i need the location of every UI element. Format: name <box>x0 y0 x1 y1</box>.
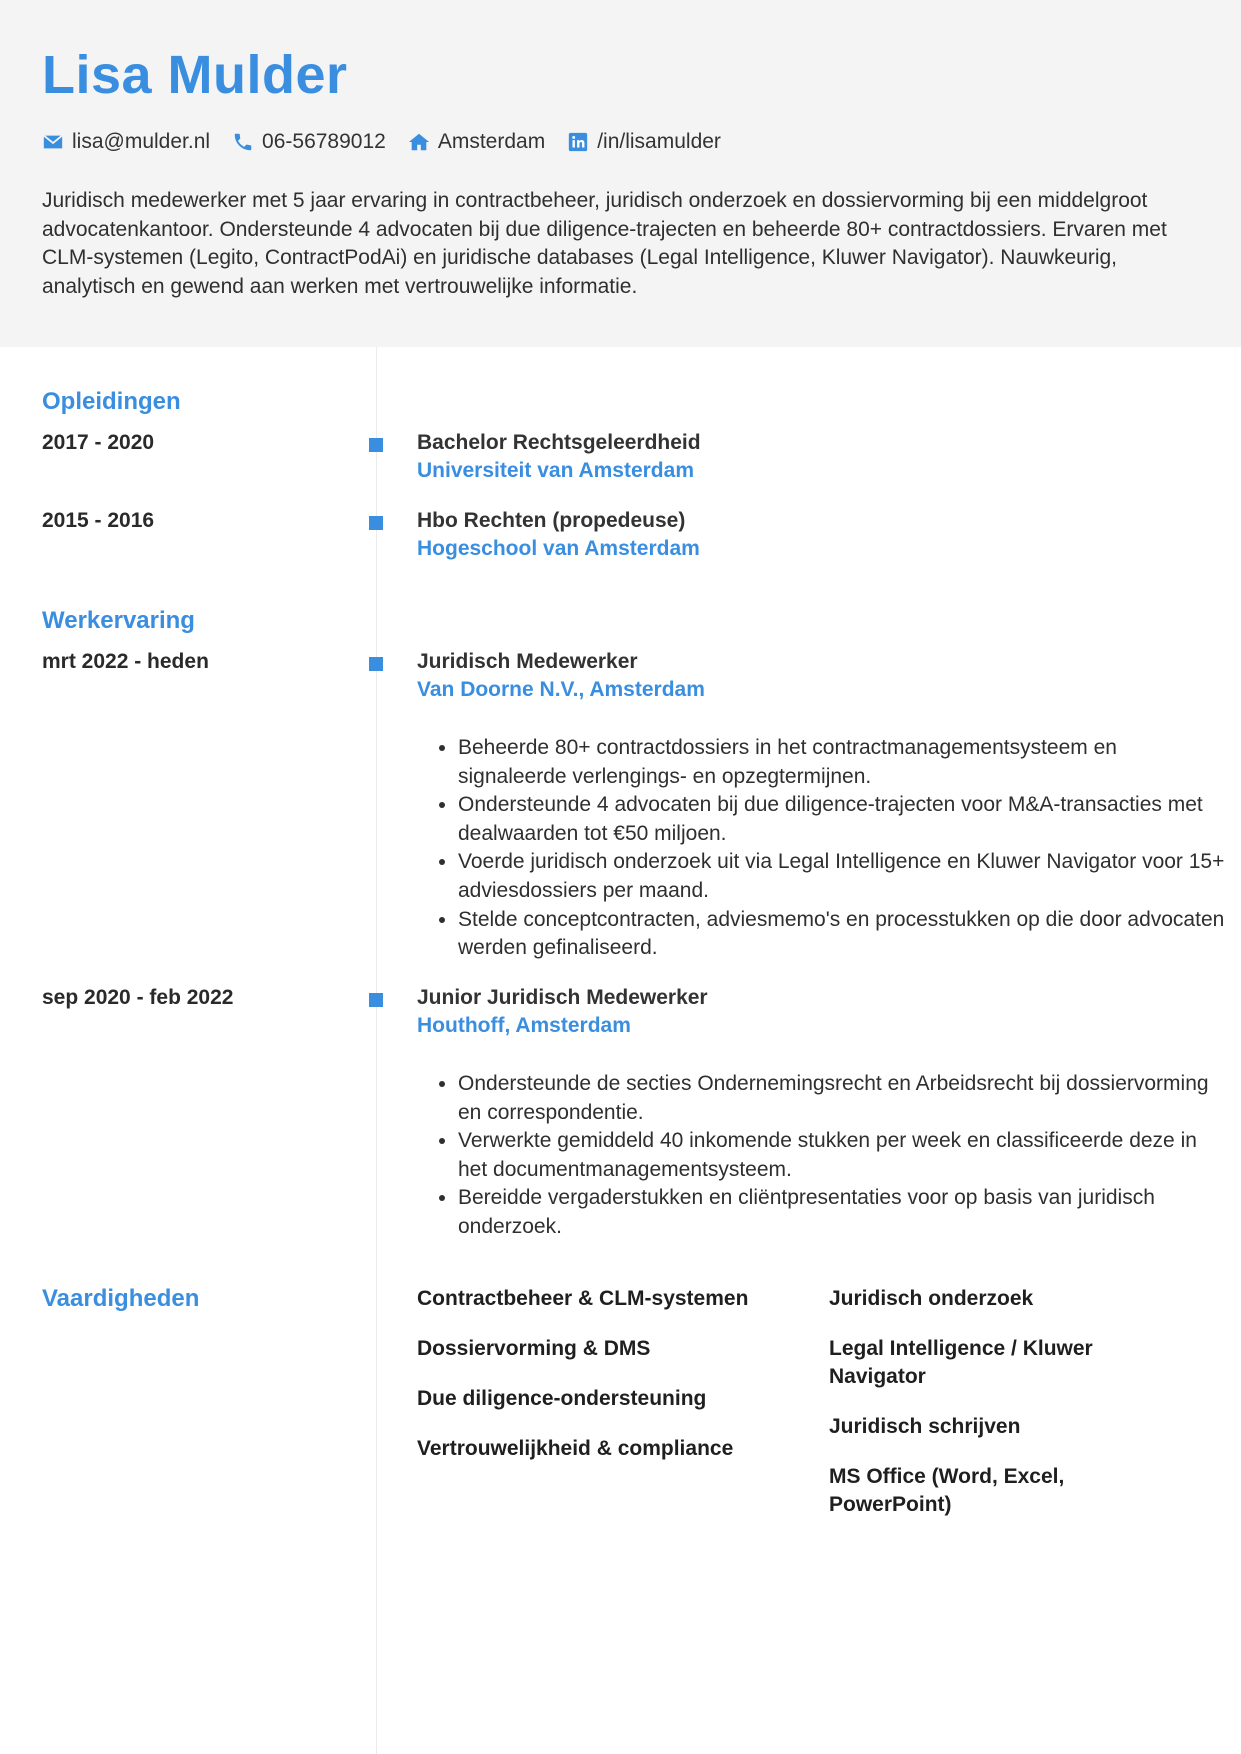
skills-column-right <box>829 1285 1149 1541</box>
candidate-name: Lisa Mulder <box>42 45 348 105</box>
skill-item: Due diligence-ondersteuning <box>417 1387 707 1410</box>
city-text: Amsterdam <box>437 130 546 153</box>
list-item: • Beheerde 80+ contractdossiers in het contractmanagementsysteem en signaleerde verlengings- en opzegtermijnen. <box>458 734 1228 791</box>
phone-icon <box>232 131 254 153</box>
profile-summary: Juridisch medewerker met 5 jaar ervaring in contractbeheer, juridisch onderzoek en dossiervorming bij een middelgroot advocatenkantoor. Ondersteunde 4 advocaten bij due diligence-trajecten en beheerde 80+ contractdossiers. Ervaren met CLM-systemen (Legito, ContractPodAi) en juridische databases (Legal Intelligence, Kluwer Navigator). Nauwkeurig, analytisch en gewend aan werken met vertrouwelijke informatie. <box>42 189 1167 298</box>
experience-bullets <box>417 1070 1228 1242</box>
contact-bar <box>42 126 743 158</box>
list-item: • Bereidde vergaderstukken en cliëntpresentaties voor op basis van juridisch onderzoek. <box>458 1184 1228 1241</box>
timeline-marker <box>369 657 383 671</box>
experience-company: Van Doorne N.V., Amsterdam <box>417 678 705 701</box>
education-period: 2015 - 2016 <box>42 509 155 532</box>
education-degree: Bachelor Rechtsgeleerdheid <box>417 431 701 454</box>
header <box>0 0 1241 347</box>
contact-city <box>408 130 545 154</box>
skill-item: Contractbeheer & CLM-systemen <box>417 1287 749 1310</box>
list-item: • Ondersteunde 4 advocaten bij due diligence-trajecten voor M&A-transacties met dealwaarden tot €50 miljoen. <box>458 791 1228 848</box>
experience-role: Juridisch Medewerker <box>417 650 638 673</box>
list-item: • Ondersteunde de secties Ondernemingsrecht en Arbeidsrecht bij dossiervorming en correspondentie. <box>458 1070 1228 1127</box>
email-text: lisa@mulder.nl <box>72 130 211 153</box>
timeline-marker <box>369 516 383 530</box>
skill-item: Legal Intelligence / Kluwer Navigator <box>829 1337 1093 1388</box>
skill-item: MS Office (Word, Excel, PowerPoint) <box>829 1465 1065 1516</box>
linkedin-text: /in/lisamulder <box>597 130 721 153</box>
section-title-experience: Werkervaring <box>42 607 195 634</box>
education-degree: Hbo Rechten (propedeuse) <box>417 509 686 532</box>
linkedin-icon <box>567 131 589 153</box>
contact-phone[interactable] <box>232 130 386 154</box>
education-school: Hogeschool van Amsterdam <box>417 537 700 560</box>
skills-column-left <box>417 1285 807 1485</box>
section-title-education: Opleidingen <box>42 388 181 415</box>
timeline-marker <box>369 993 383 1007</box>
experience-period: sep 2020 - feb 2022 <box>42 986 234 1009</box>
list-item: • Stelde conceptcontracten, adviesmemo's en processtukken op die door advocaten werden gefinaliseerd. <box>458 906 1228 963</box>
experience-bullets <box>417 734 1228 963</box>
timeline-marker <box>369 438 383 452</box>
experience-company: Houthoff, Amsterdam <box>417 1014 631 1037</box>
contact-linkedin[interactable] <box>567 130 721 154</box>
skill-item: Juridisch onderzoek <box>829 1287 1034 1310</box>
contact-email[interactable] <box>42 130 210 154</box>
education-school: Universiteit van Amsterdam <box>417 459 694 482</box>
column-divider <box>376 347 377 1754</box>
list-item: • Verwerkte gemiddeld 40 inkomende stukken per week en classificeerde deze in het documentmanagementsysteem. <box>458 1127 1228 1184</box>
section-title-skills: Vaardigheden <box>42 1285 200 1312</box>
experience-role: Junior Juridisch Medewerker <box>417 986 708 1009</box>
phone-text: 06-56789012 <box>262 130 386 153</box>
education-period: 2017 - 2020 <box>42 431 155 454</box>
home-icon <box>408 131 430 153</box>
envelope-icon <box>42 131 64 153</box>
skill-item: Juridisch schrijven <box>829 1415 1021 1438</box>
list-item: • Voerde juridisch onderzoek uit via Legal Intelligence en Kluwer Navigator voor 15+ adviesdossiers per maand. <box>458 848 1228 905</box>
skill-item: Vertrouwelijkheid & compliance <box>417 1437 734 1460</box>
skill-item: Dossiervorming & DMS <box>417 1337 651 1360</box>
experience-period: mrt 2022 - heden <box>42 650 209 673</box>
